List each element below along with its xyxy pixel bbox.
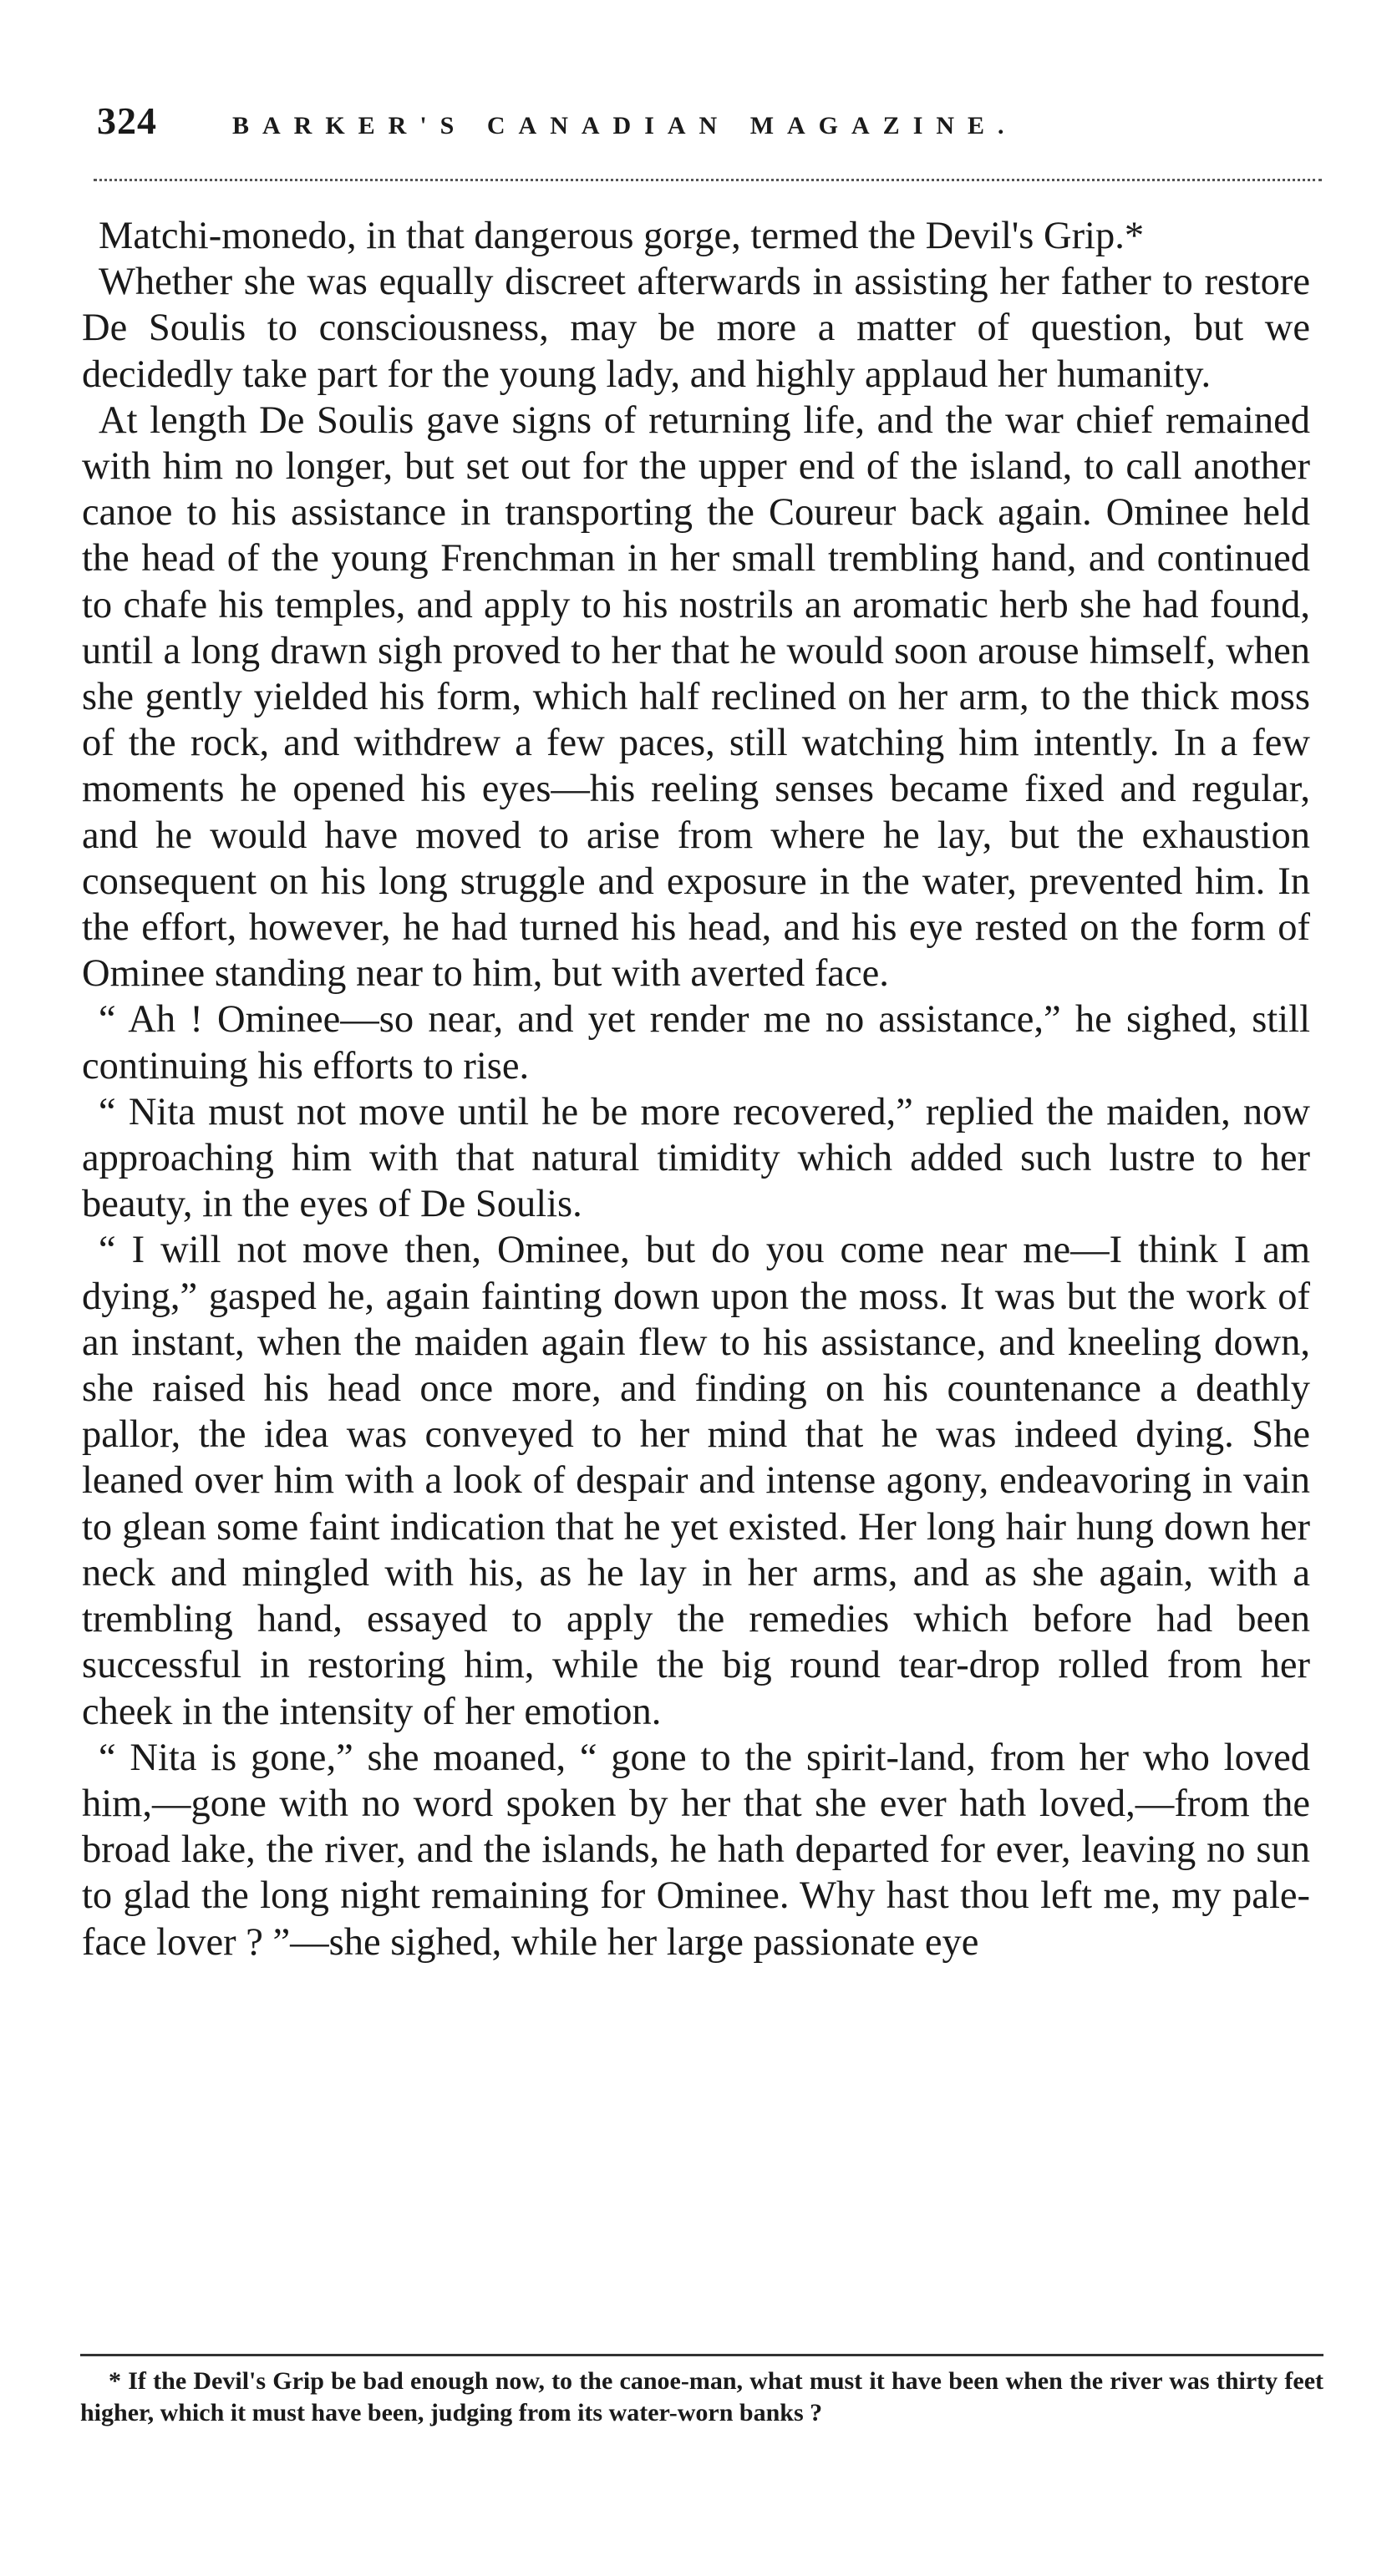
footnote-rule [80,2354,1323,2356]
paragraph: Whether she was equally discreet afterwards in assisting her father to restore De Soulis to consciousness, may be more a matter of question, but we decidedly take part for the young lady, and highly applaud her humanity. [82,261,1310,396]
body-text [82,213,1310,1965]
header-rule [94,179,1322,181]
paragraph: “ Nita must not move until he be more recovered,” replied the maiden, now approaching him with that natural timidity which added such lustre to her beauty, in the eyes of De Soulis. [82,1090,1310,1226]
running-title: BARKER'S CANADIAN MAGAZINE. [232,112,1018,139]
paragraph: “ Nita is gone,” she moaned, “ gone to the spirit-land, from her who loved him,—gone with no word spoken by her that she ever hath loved,—from the broad lake, the river, and the islands, he hath departed for ever, leaving no sun to glad the long night remaining for Ominee. Why hast thou left me, my pale-face lover ? ”—she sighed, while her large passionate eye [82,1736,1310,1964]
paragraph: Matchi-monedo, in that dangerous gorge, termed the Devil's Grip.* [99,215,1145,257]
paragraph: “ I will not move then, Ominee, but do you come near me—I think I am dying,” gasped he, again fainting down upon the moss. It was but the work of an instant, when the maiden again flew to his assistance, and kneeling down, she raised his head once more, and finding on his countenance a deathly pallor, the idea was conveyed to her mind that he was indeed dying. She leaned over him with a look of despair and intense agony, endeavoring in vain to glean some faint indication that he yet existed. Her long hair hung down her neck and mingled with his, as he lay in her arms, and as she again, with a trembling hand, essayed to apply the remedies which before had been successful in restoring him, while the big round tear-drop rolled from her cheek in the intensity of her emotion. [82,1229,1310,1733]
paragraph: “ Ah ! Ominee—so near, and yet render me no assistance,” he sighed, still continuing his efforts to rise. [82,998,1310,1088]
footnote: * If the Devil's Grip be bad enough now, to the canoe-man, what must it have been when the river was thirty feet higher, which it must have been, judging from its water-worn banks ? [80,2367,1323,2426]
page-header [97,99,1308,157]
page-number: 324 [97,99,157,142]
paragraph: At length De Soulis gave signs of returning life, and the war chief remained with him no longer, but set out for the upper end of the island, to call another canoe to his assistance in transporting the Coureur back again. Ominee held the head of the young Frenchman in her small trembling hand, and continued to chafe his temples, and apply to his nostrils an aromatic herb she had found, until a long drawn sigh proved to her that he would soon arouse himself, when she gently yielded his form, which half reclined on her arm, to the thick moss of the rock, and withdrew a few paces, still watching him intently. In a few moments he opened his eyes—his reeling senses became fixed and regular, and he would have moved to arise from where he lay, but the exhaustion consequent on his long struggle and exposure in the water, prevented him. In the effort, however, he had turned his head, and his eye rested on the form of Ominee standing near to him, but with averted face. [82,398,1310,996]
